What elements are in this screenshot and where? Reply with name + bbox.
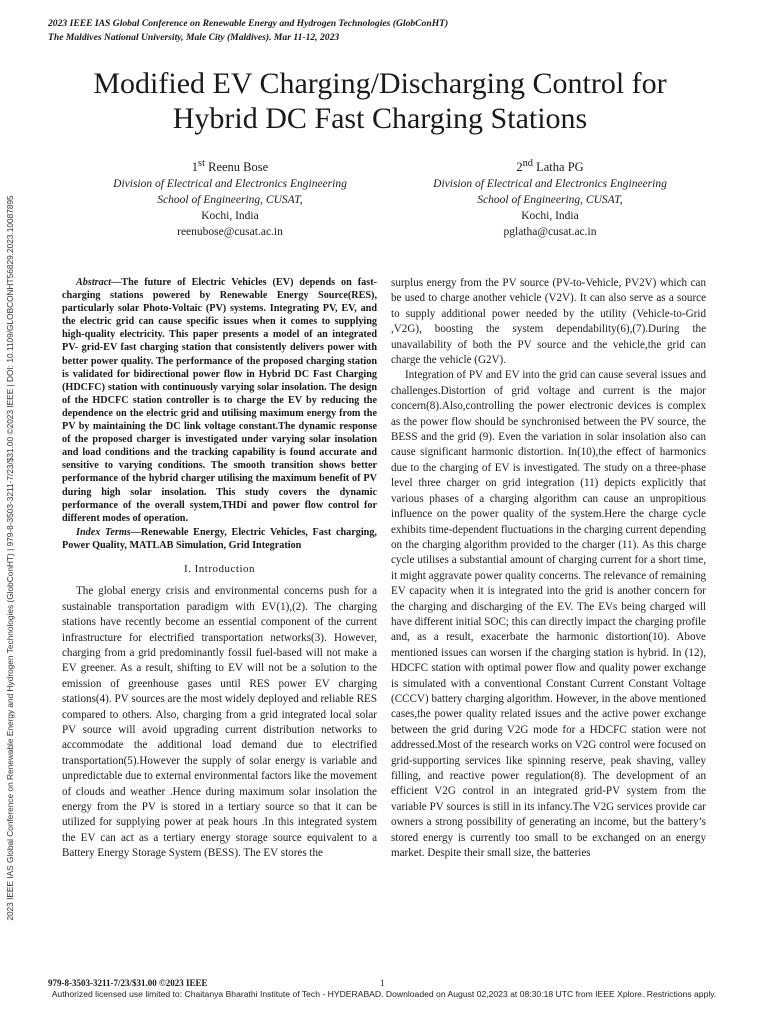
abstract-label: Abstract <box>76 277 112 288</box>
author-email: reenubose@cusat.ac.in <box>177 226 283 239</box>
title-line-1: Modified EV Charging/Discharging Control for <box>93 67 667 100</box>
author-name-line <box>380 155 720 176</box>
index-terms-label: Index Terms <box>76 526 131 538</box>
conference-line-1: 2023 IEEE IAS Global Conference on Renewable Energy and Hydrogen Technologies (GlobConHT) <box>48 18 449 29</box>
author-ordinal: 1 <box>191 160 199 175</box>
title-line-2: Hybrid DC Fast Charging Stations <box>172 102 588 135</box>
author-ordinal: 2 <box>516 160 523 175</box>
author-affiliation-2: School of Engineering, CUSAT, <box>157 194 303 207</box>
author-email: pglatha@cusat.ac.in <box>503 226 597 239</box>
intro-paragraph-2: Integration of PV and EV into the grid can cause several issues and challenges.Distortion of grid voltage and current is the major concern(8).Also,controlling the power electronic devices is complex as the power flow should be synchronised between the PV source, the BESS and the grid (9). Even the variation in solar insolation also can cause significant harmonic distortion. In(10),the effect of harmonics due to the charging of EV is investigated. The study on a three-phase level three charger on grid integration (11) depicts explicitly that various phases of a charging algorithm can cause an unpropitious influence on the power quality of the system.Here the charge cycle exhibits time-dependent fluctuations in the charging current depending on the charging algorithm provided to the charger (11). As this charge cycle utilises a substantial amount of charging current for a short time, it might aggravate power quality concerns. The relevance of remaining EV capacity when it is integrated into the grid is another concern for the charging and discharging of the EV. The EVs being charged will have different initial SOC; this can directly impact the charging profile and, as a result, exacerbate the harmonic distortion(10). Above mentioned issues can worsen if the charging station is hybrid. In (12), HDCFC station with optimal power flow and quality power exchange is simulated with a conventional Constant Current Constant Voltage (CCCV) battery charging algorithm. However, in the above mentioned cases,the power quality related issues and the active power exchange between the grid during V2G mode for a HDCFC station were not addressed.Most of the research works on V2G control were focused on grid-supporting services like spinning reserve, peak shaving, valley filling, and reactive power regulation(8). The development of an efficient V2G control in an integrated grid-PV system from the variable PV sources is still in its infancy.The V2G services provide car owners a strong possibility of generating an income, but the battery’s stored energy is currently too small to be exchanged on an energy market. Despite their small size, the batteries <box>391 369 706 860</box>
index-terms-text: —Renewable Energy, Electric Vehicles, Fast charging, Power Quality, MATLAB Simulation, Grid Integration <box>62 526 377 551</box>
intro-paragraph-1: The global energy crisis and environmental concerns push for a sustainable transportation paradigm with EV(1),(2). The charging stations have recently become an essential component of the current infrastructure for electrified transportation networks(3). However, charging from a grid predominantly fossil fuel-based will not make a EV greener. As a result, shifting to EV will not be a solution to the emission of greenhouse gases until RES power EV charging stations(4). PV sources are the most widely deployed and reliable RES compared to others. Also, charging from a grid integrated local solar PV source will avoid upgrading current distribution networks to accommodate the additional load demand due to electrified transportation(5).However the supply of solar energy is variable and unpredictable due to external environmental factors like the movement of clouds and weather .Hence during maximum solar insolation the energy from the PV is stored in a tertiary source so that it can be utilized for supplying power at peak hours .In this integrated system the EV can act as a tertiary energy storage source equivalent to a Battery Energy Storage System (BESS). The EV stores the <box>62 585 377 860</box>
footer-isbn: 979-8-3503-3211-7/23/$31.00 ©2023 IEEE <box>48 978 208 988</box>
author-ordinal-suffix: st <box>198 158 205 169</box>
author-affiliation-1: Division of Electrical and Electronics Engineering <box>433 178 667 191</box>
page-number: 1 <box>380 978 385 988</box>
author-block-1 <box>60 155 400 240</box>
conference-header <box>48 17 448 45</box>
author-name: Latha PG <box>536 160 584 175</box>
conference-line-2: The Maldives National University, Male City (Maldives). Mar 11-12, 2023 <box>48 32 340 43</box>
author-block-2 <box>380 155 720 240</box>
author-name-line <box>60 155 400 176</box>
author-name: Reenu Bose <box>208 160 269 175</box>
left-column <box>62 276 377 862</box>
index-terms <box>62 526 377 552</box>
author-affiliation-2: School of Engineering, CUSAT, <box>477 194 623 207</box>
license-notice: Authorized licensed use limited to: Chaitanya Bharathi Institute of Tech - HYDERABAD. Downloaded on August 02,2023 at 08:30:18 UTC from IEEE Xplore. Restrictions apply. <box>51 989 717 999</box>
intro-paragraph-continued: surplus energy from the PV source (PV-to-Vehicle, PV2V) which can be used to charge another vehicle (V2V). It can also serve as a source to supply additional power needed by the utility (Vehicle-to-Grid ,V2G), boosting the system dependability(6),(7).During the unavailability of both the PV source and the vehicle,the grid can charge the vehicle (G2V). <box>391 277 706 367</box>
author-location: Kochi, India <box>521 210 579 223</box>
author-ordinal-suffix: nd <box>522 158 533 169</box>
side-metadata-text: 2023 IEEE IAS Global Conference on Renewable Energy and Hydrogen Technologies (GlobConHT) | 979-8-3503-3211-7/23/$31.00 ©2023 IEEE | DOI: 10.1109/GLOBCONHT56829.2023.10087895 <box>5 195 15 921</box>
author-affiliation-1: Division of Electrical and Electronics Engineering <box>113 178 347 191</box>
side-metadata-strip <box>4 138 16 978</box>
author-location: Kochi, India <box>201 210 259 223</box>
abstract-text: —The future of Electric Vehicles (EV) depends on fast-charging stations powered by Renewable Energy Source(RES), particularly solar Photo-Voltaic (PV) systems. Integrating PV, EV, and the electric grid can cause specific issues when it comes to supplying high-quality electricity. This paper presents a model of an integrated PV- grid-EV fast charging station that consistently delivers power with better power quality. The performance of the proposed charging station is validated for bidirectional power flow in Hybrid DC Fast Charging (HDCFC) station with continuously varying solar insolation. The design of the HDCFC station controller is to charge the EV by reducing the dependence on the electric grid and utilising maximum energy from the PV by maintaining the DC link voltage constant.The dynamic response of the proposed charger is investigated under varying solar insolation and load conditions and the tracking capability is found accurate and sensitive to varying conditions. The smooth transition shows better performance of the hybrid charger utilising the maximum benefit of PV during high solar insolation. This study covers the dynamic performance of the overall system,THDi and power flow control for different modes of operation. <box>62 277 377 524</box>
right-column <box>391 276 706 861</box>
paper-title <box>40 66 720 136</box>
abstract <box>62 276 377 525</box>
section-heading-introduction: I. Introduction <box>183 562 256 575</box>
